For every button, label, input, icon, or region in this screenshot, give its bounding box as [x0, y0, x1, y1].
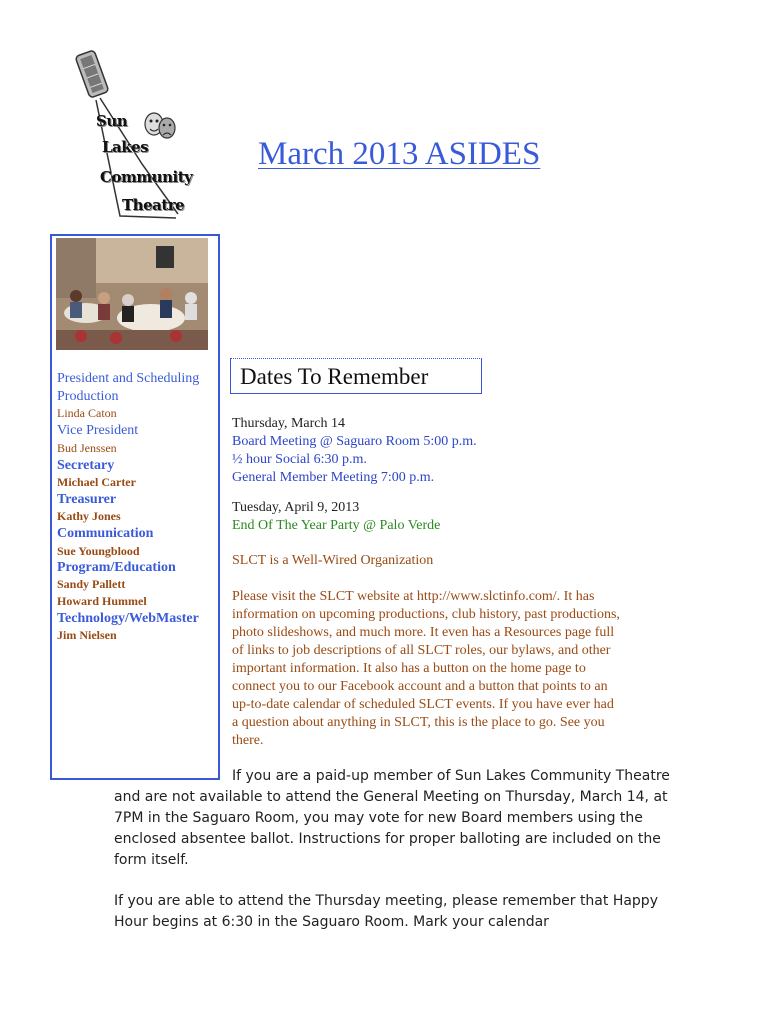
slct-paragraph-line: connect you to our Facebook account and a button that points to an	[232, 679, 608, 694]
sidebar-role: Program/Education	[57, 560, 176, 575]
body-paragraph-line: and are not available to attend the General Meeting on Thursday, March 14, at	[114, 789, 668, 805]
sidebar-person: Howard Hummel	[57, 594, 147, 608]
slct-paragraph-line: of links to job descriptions of all SLCT roles, our bylaws, and other	[232, 643, 611, 658]
event-line: General Member Meeting 7:00 p.m.	[232, 470, 435, 485]
event-line: End Of The Year Party @ Palo Verde	[232, 518, 441, 533]
sidebar-person: Sandy Pallett	[57, 577, 126, 591]
event-line: ½ hour Social 6:30 p.m.	[232, 452, 367, 467]
body-paragraph-line: If you are able to attend the Thursday meeting, please remember that Happy	[114, 893, 658, 909]
slct-paragraph-line: information on upcoming productions, club history, past productions,	[232, 607, 620, 622]
sidebar-role: Treasurer	[57, 492, 117, 507]
sidebar-role: President and Scheduling	[57, 371, 200, 386]
body-paragraph-line: enclosed absentee ballot. Instructions for proper balloting are included on the	[114, 831, 661, 847]
sidebar-person: Jim Nielsen	[57, 628, 117, 642]
sidebar-role: Technology/WebMaster	[57, 611, 199, 626]
logo-word: Theatre	[122, 196, 185, 214]
sidebar-role: Vice President	[57, 423, 139, 438]
sidebar-person: Sue Youngblood	[57, 544, 140, 558]
sidebar-role: Communication	[57, 526, 154, 541]
sidebar-person: Linda Caton	[57, 406, 117, 420]
newsletter-title: March 2013 ASIDES	[258, 136, 541, 172]
logo-word: Lakes	[102, 138, 149, 156]
slct-paragraph-line: photo slideshows, and much more. It even has a Resources page full	[232, 625, 615, 640]
slct-paragraph-line: a question about anything in SLCT, this is the place to go. See you	[232, 715, 605, 730]
slct-heading: SLCT is a Well-Wired Organization	[232, 553, 434, 568]
body-paragraph-line: If you are a paid-up member of Sun Lakes Community Theatre	[232, 768, 670, 784]
dates-heading: Dates To Remember	[240, 364, 429, 389]
event-date: Tuesday, April 9, 2013	[232, 500, 360, 515]
sidebar-person: Bud Jenssen	[57, 441, 117, 455]
logo-word: Community	[100, 168, 193, 186]
meeting-photo	[56, 238, 208, 350]
body-paragraph-line: 7PM in the Saguaro Room, you may vote for new Board members using the	[114, 810, 643, 826]
sidebar-person: Kathy Jones	[57, 509, 121, 523]
slct-paragraph-line: Please visit the SLCT website at http://www.slctinfo.com/. It has	[232, 589, 595, 604]
theatre-masks-icon	[145, 113, 175, 138]
logo-word: Sun	[96, 112, 128, 130]
body-paragraph-line: Hour begins at 6:30 in the Saguaro Room. Mark your calendar	[114, 914, 549, 930]
theatre-logo	[70, 46, 193, 226]
event-line: Board Meeting @ Saguaro Room 5:00 p.m.	[232, 434, 477, 449]
sidebar-role: Production	[57, 389, 119, 404]
sidebar-person: Michael Carter	[57, 475, 136, 489]
event-date: Thursday, March 14	[232, 416, 346, 431]
slct-paragraph-line: up-to-date calendar of scheduled SLCT events. If you have ever had	[232, 697, 614, 712]
body-paragraph-line: form itself.	[114, 852, 189, 868]
sidebar-role: Secretary	[57, 458, 115, 473]
slct-paragraph-line: important information. It also has a button on the home page to	[232, 661, 586, 676]
slct-paragraph-line: there.	[232, 733, 264, 748]
